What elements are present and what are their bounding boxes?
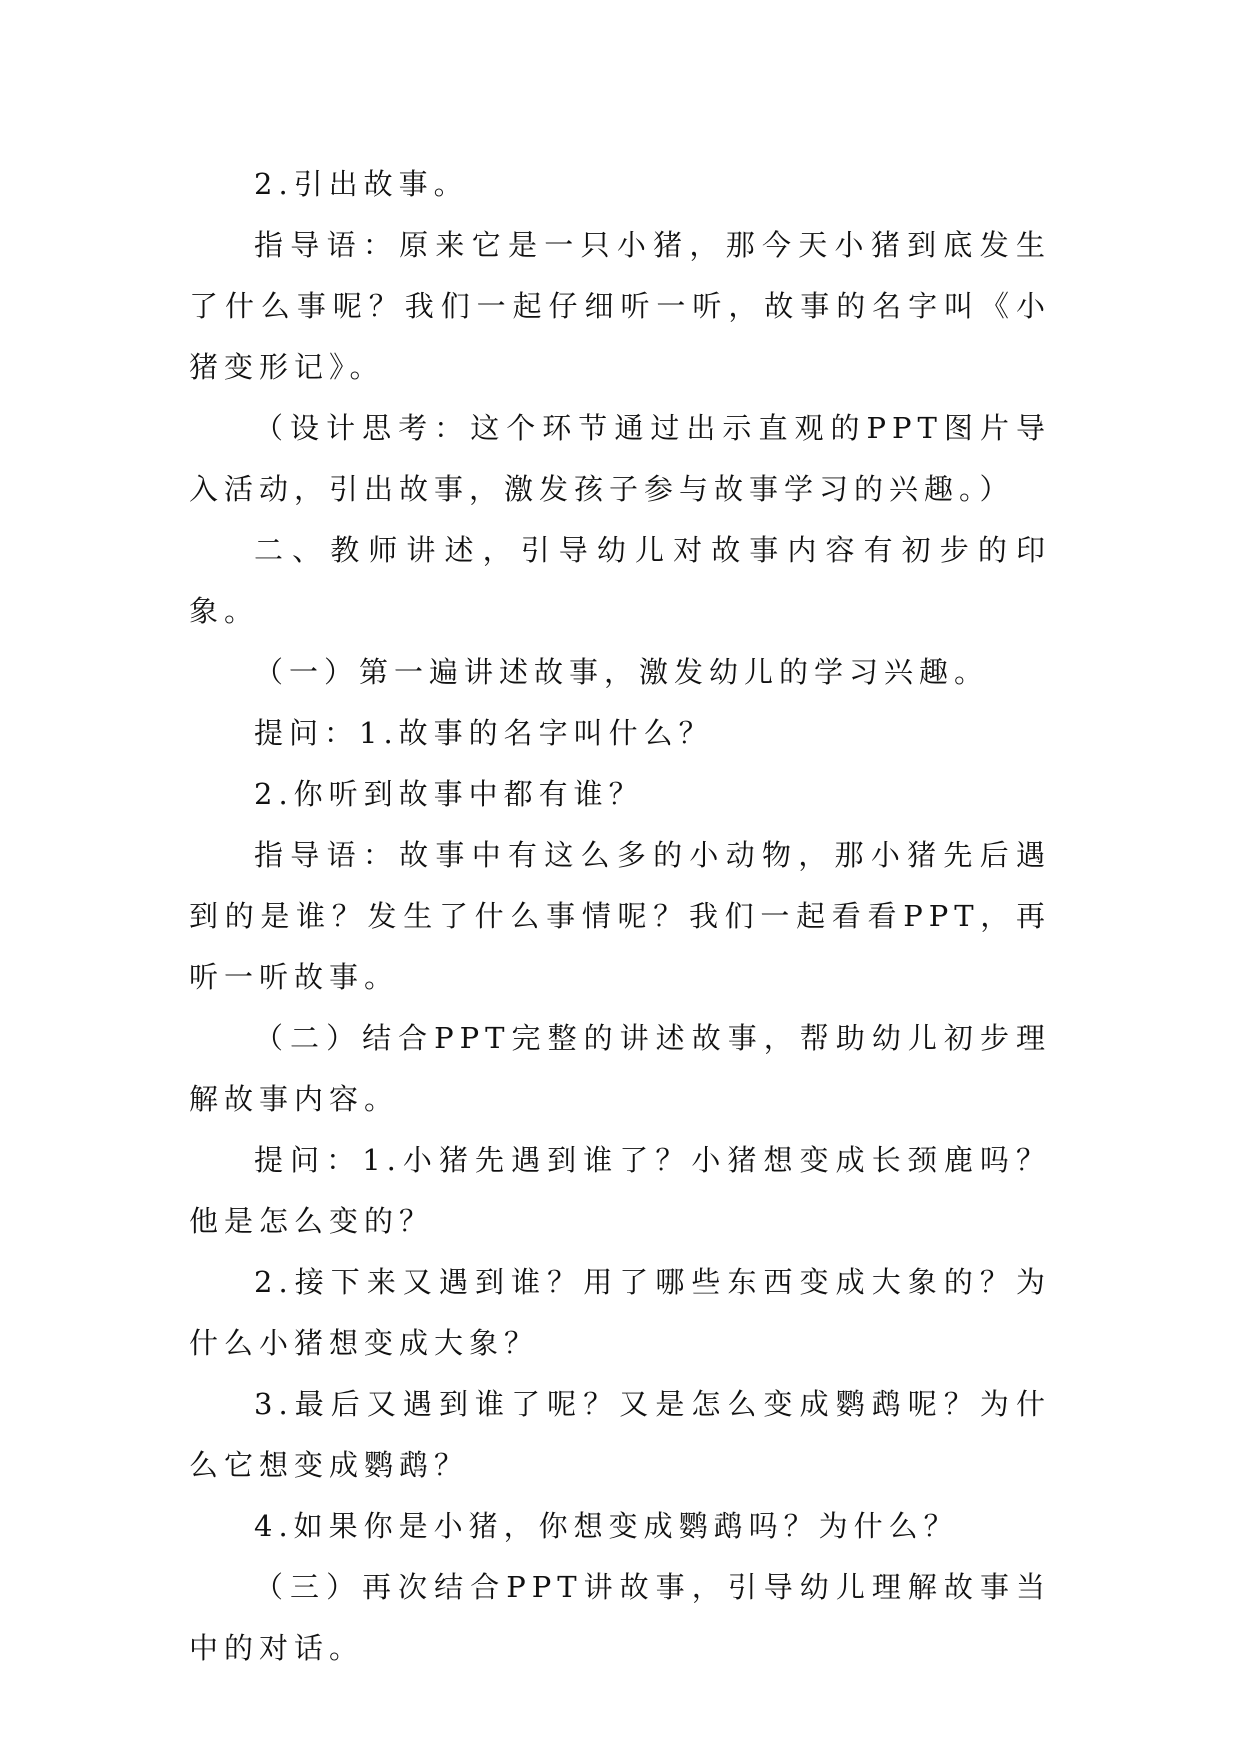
subsection-heading-1: （一）第一遍讲述故事，激发幼儿的学习兴趣。 — [254, 655, 990, 689]
paragraph-guide-2: 指导语：故事中有这么多的小动物，那小猪先后遇到的是谁？发生了什么事情呢？我们一起看看PPT，再听一听故事。 — [189, 838, 1051, 994]
question-6: 4.如果你是小猪，你想变成鹦鹉吗？为什么？ — [254, 1509, 959, 1543]
subsection-heading-3: （三）再次结合PPT讲故事，引导幼儿理解故事当中的对话。 — [189, 1570, 1051, 1665]
paragraph-step-2: 2.引出故事。 — [254, 167, 469, 201]
section-heading-2: 二、教师讲述，引导幼儿对故事内容有初步的印象。 — [189, 533, 1051, 628]
subsection-heading-2: （二）结合PPT完整的讲述故事，帮助幼儿初步理解故事内容。 — [189, 1021, 1051, 1116]
paragraph-guide-1: 指导语：原来它是一只小猪，那今天小猪到底发生了什么事呢？我们一起仔细听一听，故事的名字叫《小猪变形记》。 — [189, 228, 1051, 384]
question-3: 提问：1.小猪先遇到谁了？小猪想变成长颈鹿吗？他是怎么变的？ — [189, 1143, 1051, 1238]
question-4: 2.接下来又遇到谁？用了哪些东西变成大象的？为什么小猪想变成大象？ — [189, 1265, 1051, 1360]
question-2: 2.你听到故事中都有谁？ — [254, 777, 644, 811]
question-1: 提问：1.故事的名字叫什么？ — [254, 716, 714, 750]
document-body — [189, 154, 1051, 1679]
question-5: 3.最后又遇到谁了呢？又是怎么变成鹦鹉呢？为什么它想变成鹦鹉？ — [189, 1387, 1051, 1482]
paragraph-design-note: （设计思考：这个环节通过出示直观的PPT图片导入活动，引出故事，激发孩子参与故事学习的兴趣。） — [189, 411, 1051, 506]
